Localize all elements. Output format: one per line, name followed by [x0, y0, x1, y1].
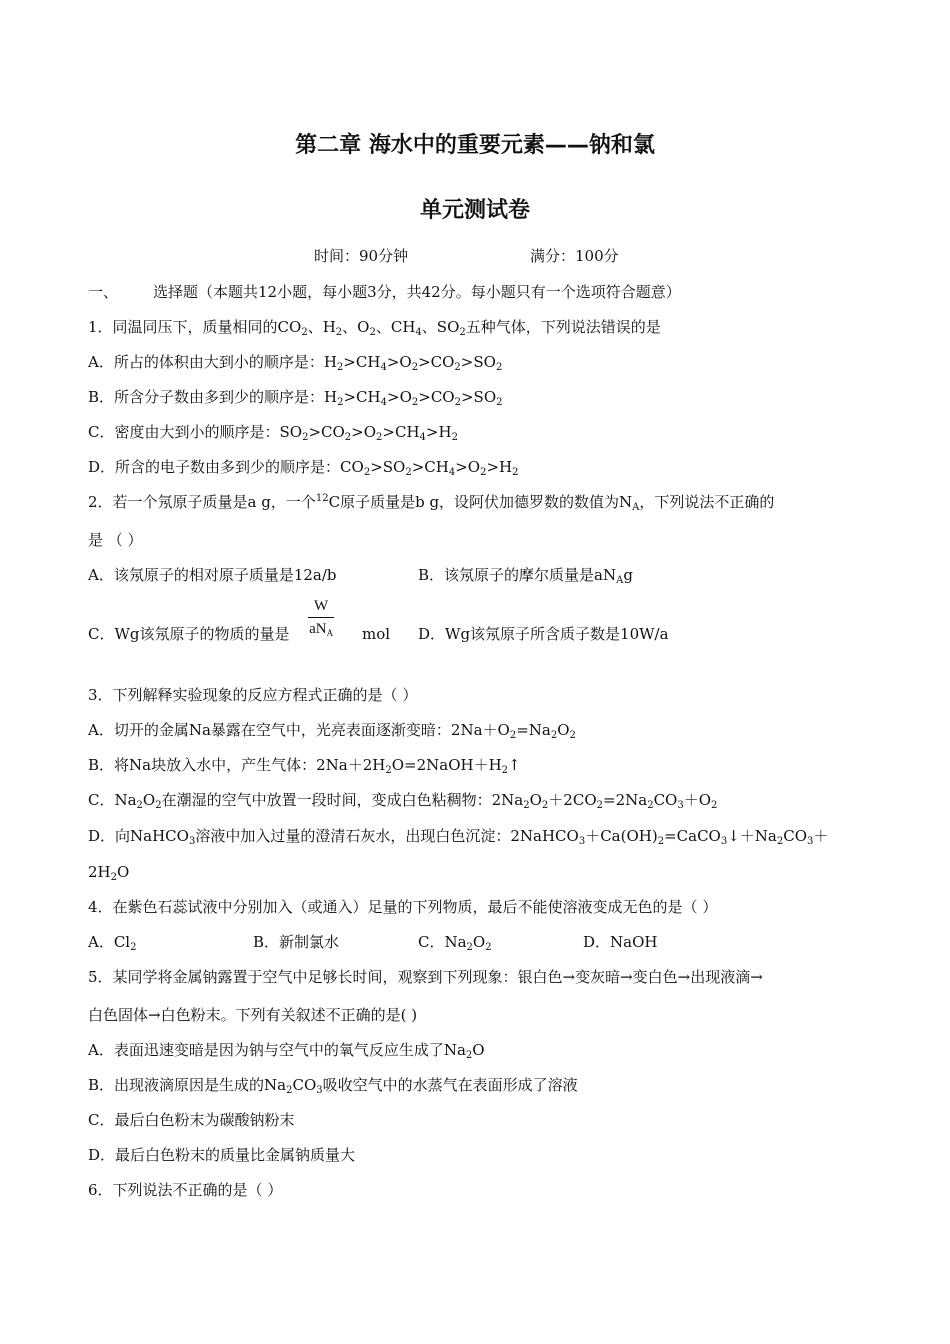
section-number: 一、 [88, 283, 119, 301]
full-score: 满分：100分 [530, 247, 619, 265]
q6-stem: 6．下列说法不正确的是（ ） [88, 1181, 283, 1199]
q4-option-d: D．NaOH [583, 933, 658, 951]
q3-option-d: D．向NaHCO$_3$溶液中加入过量的澄清石灰水，出现白色沉淀：$2NaHCO_3+Ca(OH)_2=CaCO_3↓+Na_2CO_3+$ [88, 827, 829, 847]
q1-option-c: C．密度由大到小的顺序是：$SO_2>CO_2>O_2>CH_4>H_2$ [88, 423, 458, 443]
q1-option-a: A．所占的体积由大到小的顺序是：$H_2>CH_4>O_2>CO_2>SO_2$ [88, 353, 503, 373]
section-heading: 选择题（本题共12小题，每小题3分，共42分。每小题只有一个选项符合题意） [153, 283, 681, 301]
q3-option-b: B．将Na块放入水中，产生气体：$2Na+2H_2O=2NaOH+H_2↑$ [88, 756, 521, 776]
chapter-title: 第二章 海水中的重要元素——钠和氯 [295, 133, 655, 158]
q4-option-c: C．$Na_2O_2$ [418, 933, 492, 953]
q3-stem: 3．下列解释实验现象的反应方程式正确的是（ ） [88, 686, 418, 704]
q4-option-b: B．新制氯水 [253, 933, 340, 951]
q2-option-c-fraction: W $aN_A$ [309, 598, 334, 638]
q3-option-a: A．切开的金属Na暴露在空气中，光亮表面逐渐变暗：$2Na+O_2=Na_2O_2$ [88, 721, 576, 741]
q2-option-c: C．Wg该氖原子的物质的量是 [88, 625, 290, 643]
q1-option-d: D．所含的电子数由多到少的顺序是：$CO_2>SO_2>CH_4>O_2>H_2$ [88, 458, 519, 478]
q2-stem: 2．若一个氖原子质量是a g，一个$^{12}$C原子质量是b g，设阿伏加德罗数的数值为$N_A$，下列说法不正确的 [88, 493, 775, 513]
q2-option-c-unit: mol [362, 625, 391, 643]
q5-option-a: A．表面迅速变暗是因为钠与空气中的氧气反应生成了$Na_2O$ [88, 1041, 485, 1061]
test-title: 单元测试卷 [419, 198, 530, 223]
q2-option-b: B．该氖原子的摩尔质量是$aN_Ag$ [418, 566, 633, 586]
q5-option-b: B．出现液滴原因是生成的$Na_2CO_3$吸收空气中的水蒸气在表面形成了溶液 [88, 1076, 578, 1096]
q4-stem: 4．在紫色石蕊试液中分别加入（或通入）足量的下列物质，最后不能使溶液变成无色的是（ ） [88, 898, 718, 916]
time-limit: 时间：90分钟 [314, 247, 409, 265]
q5-stem-continued: 白色固体→白色粉末。下列有关叙述不正确的是( ) [88, 1006, 418, 1024]
q4-option-a: A．$Cl_2$ [88, 933, 137, 953]
q1-option-b: B．所含分子数由多到少的顺序是：$H_2>CH_4>O_2>CO_2>SO_2$ [88, 388, 503, 408]
q5-option-d: D．最后白色粉末的质量比金属钠质量大 [88, 1146, 356, 1164]
q2-option-a: A．该氖原子的相对原子质量是12a/b [88, 566, 337, 584]
q3-option-c: C．$Na_2O_2$在潮湿的空气中放置一段时间，变成白色粘稠物：$2Na_2O_2+2CO_2=2Na_2CO_3+O_2$ [88, 791, 718, 811]
q2-stem-continued: 是 （ ） [88, 531, 143, 549]
q5-option-c: C．最后白色粉末为碳酸钠粉末 [88, 1111, 295, 1129]
q3-option-d-continued: $2H_2O$ [88, 863, 130, 883]
q1-stem: 1．同温同压下，质量相同的$CO_2$、$H_2$、$O_2$、$CH_4$、$SO_2$五种气体，下列说法错误的是 [88, 318, 661, 338]
q2-option-d: D．Wg该氖原子所含质子数是10W/a [418, 625, 669, 643]
q5-stem: 5．某同学将金属钠露置于空气中足够长时间，观察到下列现象：银白色→变灰暗→变白色→出现液滴→ [88, 968, 763, 986]
